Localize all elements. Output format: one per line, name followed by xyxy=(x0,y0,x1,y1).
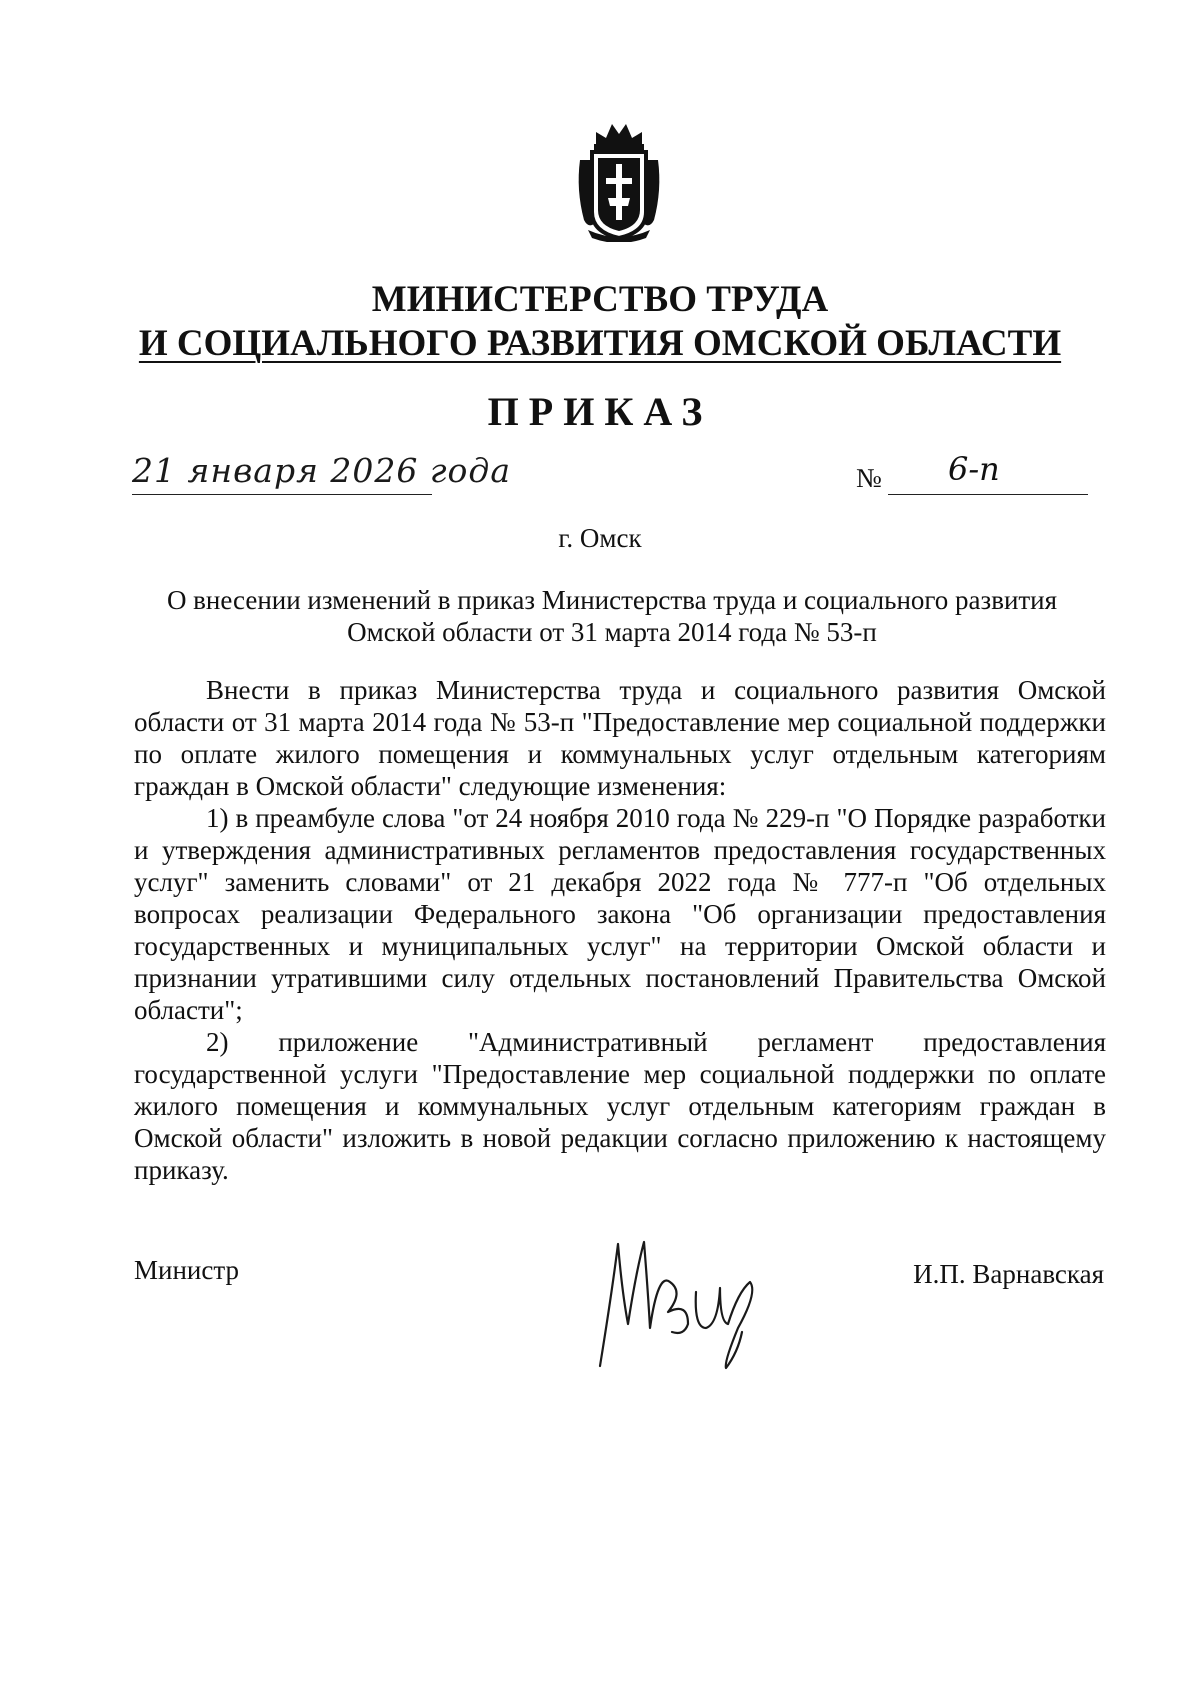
ministry-name-line-2 xyxy=(0,322,1200,366)
body-item-1-paragraph: 1) в преамбуле слова "от 24 ноября 2010 года № 229-п "О Порядке разработки и утверждения административных регламентов предоставления государственных услуг" заменить словами" от 21 декабря 2022 года № 777-п "Об отдельных вопросах реализации Федерального закона "Об организации предоставления государственных и муниципальных услуг" на территории Омской области и признании утратившими силу отдельных постановлений Правительства Омской области"; xyxy=(134,803,1106,1025)
ministry-name-line-1: МИНИСТЕРСТВО ТРУДА xyxy=(371,279,829,320)
subject-line-2: Омской области от 31 марта 2014 года № 53-п xyxy=(347,617,877,647)
document-type-title: ПРИКАЗ xyxy=(487,389,713,434)
body-item-2-paragraph: 2) приложение "Административный регламент предоставления государственной услуги "Предоставление мер социальной поддержки по оплате жилого помещения и коммунальных услуг отдельным категориям граждан в Омской области" изложить в новой редакции согласно приложению к настоящему приказу. xyxy=(134,1027,1106,1185)
document-date: 21 января 2026 года xyxy=(132,451,512,490)
document-number: 6-п xyxy=(948,450,1000,488)
number-label: № xyxy=(856,463,882,493)
document-subject xyxy=(150,584,1074,648)
coat-of-arms-icon xyxy=(574,120,664,242)
number-underline xyxy=(888,494,1088,495)
ministry-name-line-2-text: И СОЦИАЛЬНОГО РАЗВИТИЯ ОМСКОЙ ОБЛАСТИ xyxy=(138,323,1062,364)
date-underline xyxy=(132,494,432,495)
document-body xyxy=(134,674,1106,1186)
body-intro-paragraph: Внести в приказ Министерства труда и социального развития Омской области от 31 марта 2014 года № 53-п "Предоставление мер социальной поддержки по оплате жилого помещения и коммунальных услуг отдельным категориям граждан в Омской области" следующие изменения: xyxy=(134,675,1106,801)
signature-icon xyxy=(588,1232,778,1374)
subject-line-1: О внесении изменений в приказ Министерства труда и социального развития xyxy=(166,585,1058,615)
city: г. Омск xyxy=(558,523,642,553)
signer-name: И.П. Варнавская xyxy=(913,1259,1104,1289)
signer-title: Министр xyxy=(134,1255,239,1285)
